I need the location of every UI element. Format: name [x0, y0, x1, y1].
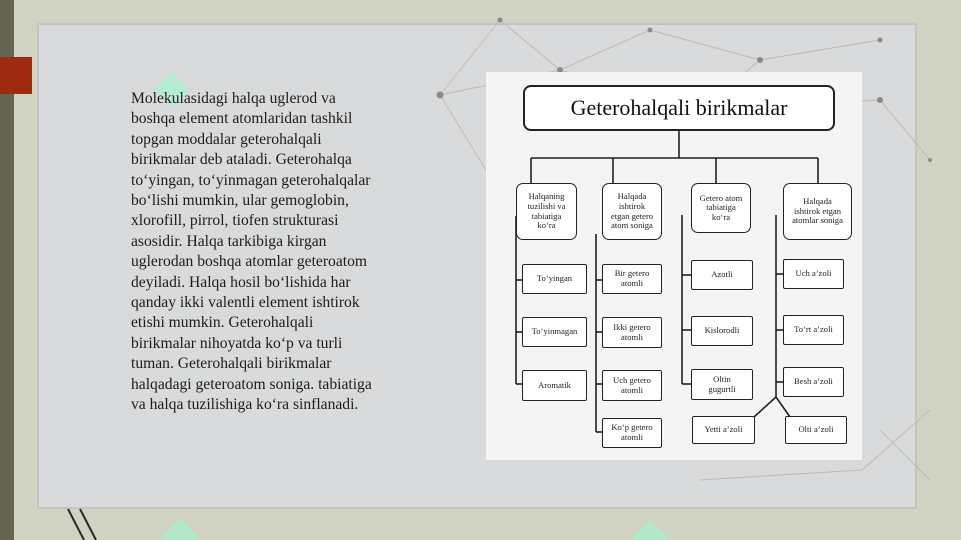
item-four-membered: To‘rt a’zoli [783, 315, 844, 345]
item-one-heteroatom: Bir getero atomli [602, 264, 662, 294]
item-nitrogen: Azotli [691, 260, 753, 290]
item-sulfur: Oltin gugurtli [691, 369, 753, 400]
category-heteroatom-nature: Getero atom tabiatiga ko‘ra [691, 183, 751, 233]
item-seven-membered: Yetti a’zoli [692, 416, 755, 444]
category-heteroatom-count: Halqada ishtirok etgan getero atom soniga [602, 183, 662, 240]
item-three-membered: Uch a’zoli [783, 259, 844, 289]
item-unsaturated: To‘yinmagan [522, 317, 587, 347]
item-six-membered: Olti a’zoli [785, 416, 847, 444]
category-ring-atom-count: Halqada ishtirok etgan atomlar soniga [783, 183, 852, 240]
item-aromatic: Aromatik [522, 370, 587, 401]
item-five-membered: Besh a’zoli [783, 367, 844, 397]
item-saturated: To‘yingan [522, 264, 587, 294]
item-many-heteroatoms: Ko‘p getero atomli [602, 418, 662, 448]
item-three-heteroatoms: Uch getero atomli [602, 370, 662, 401]
item-two-heteroatoms: Ikki getero atomli [602, 317, 662, 348]
diagram-title: Geterohalqali birikmalar [523, 85, 835, 131]
category-structure: Halqaning tuzilishi va tabiatiga ko‘ra [516, 183, 577, 240]
description-paragraph: Molekulasidagi halqa uglerod va boshqa element atomlaridan tashkil topgan moddalar geterohalqali birikmalar deb ataladi. Geterohalqa to‘yingan, to‘yinmagan geterohalqalar bo‘lishi mumkin, ular gemoglobin, xlorofill, pirrol, tiofen strukturasi asosidir. Halqa tarkibiga kirgan uglerodan boshqa atomlar geteroatom deyiladi. Halqa hosil bo‘lishida har qanday ikki valentli element ishtirok etishi mumkin. Geterohalqali birikmalar nihoyatda ko‘p va turli tuman. Geterohalqali birikmalar halqadagi geteroatom soniga. tabiatiga va halqa tuzilishiga ko‘ra sinflanadi. [131, 90, 372, 414]
classification-diagram [486, 72, 862, 460]
item-oxygen: Kislorodli [691, 316, 753, 346]
